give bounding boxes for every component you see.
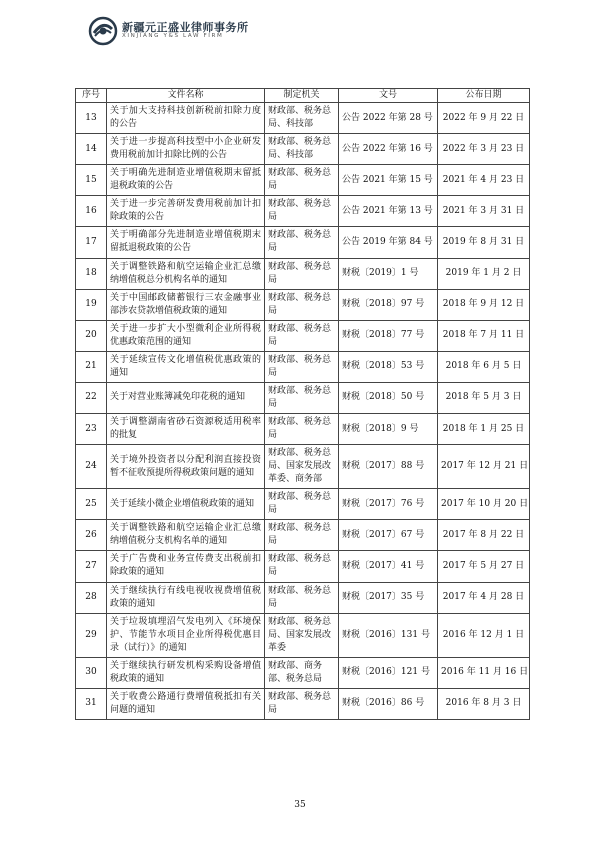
- table-row: [76, 289, 530, 320]
- row-name: 关于调整铁路和航空运输企业汇总缴纳增值税分支机构名单的通知: [107, 520, 265, 551]
- row-name: 关于继续执行研发机构采购设备增值税政策的通知: [107, 657, 265, 688]
- table-row: [76, 489, 530, 520]
- row-no: 24: [76, 445, 107, 489]
- row-agency: 财政部、税务总局、科技部: [265, 134, 339, 165]
- row-no: 16: [76, 196, 107, 227]
- table-row: [76, 320, 530, 351]
- row-no: 30: [76, 657, 107, 688]
- row-agency: 财政部、税务总局: [265, 289, 339, 320]
- row-doc-no: 财税〔2018〕9 号: [339, 413, 438, 444]
- table-row: [76, 413, 530, 444]
- table-row: [76, 351, 530, 382]
- row-no: 20: [76, 320, 107, 351]
- row-name: 关于广告费和业务宣传费支出税前扣除政策的通知: [107, 551, 265, 582]
- row-doc-no: 财税〔2018〕50 号: [339, 382, 438, 413]
- regulation-table: [75, 88, 530, 720]
- row-no: 21: [76, 351, 107, 382]
- table-row: [76, 382, 530, 413]
- row-agency: 财政部、税务总局: [265, 196, 339, 227]
- row-date: 2022 年 3 月 23 日: [438, 134, 530, 165]
- row-date: 2021 年 3 月 31 日: [438, 196, 530, 227]
- table-row: [76, 445, 530, 489]
- row-agency: 财政部、税务总局、国家发展改革委: [265, 613, 339, 657]
- row-doc-no: 公告 2019 年第 84 号: [339, 227, 438, 258]
- table-row: [76, 551, 530, 582]
- table-row: [76, 613, 530, 657]
- header-no: 序号: [76, 89, 107, 103]
- row-no: 27: [76, 551, 107, 582]
- row-date: 2018 年 7 月 11 日: [438, 320, 530, 351]
- row-no: 25: [76, 489, 107, 520]
- row-agency: 财政部、税务总局、国家发展改革委、商务部: [265, 445, 339, 489]
- row-date: 2017 年 12 月 21 日: [438, 445, 530, 489]
- row-no: 14: [76, 134, 107, 165]
- row-name: 关于加大支持科技创新税前扣除力度的公告: [107, 103, 265, 134]
- row-date: 2019 年 1 月 2 日: [438, 258, 530, 289]
- table-row: [76, 227, 530, 258]
- row-no: 22: [76, 382, 107, 413]
- row-date: 2018 年 9 月 12 日: [438, 289, 530, 320]
- table-row: [76, 258, 530, 289]
- row-agency: 财政部、税务总局: [265, 165, 339, 196]
- table-row: [76, 134, 530, 165]
- table-header-row: [76, 89, 530, 103]
- row-doc-no: 财税〔2017〕67 号: [339, 520, 438, 551]
- row-name: 关于进一步完善研发费用税前加计扣除政策的公告: [107, 196, 265, 227]
- row-name: 关于进一步扩大小型微利企业所得税优惠政策范围的通知: [107, 320, 265, 351]
- row-doc-no: 公告 2021 年第 13 号: [339, 196, 438, 227]
- table-row: [76, 520, 530, 551]
- header-agency: 制定机关: [265, 89, 339, 103]
- row-name: 关于收费公路通行费增值税抵扣有关问题的通知: [107, 688, 265, 719]
- row-agency: 财政部、税务总局: [265, 489, 339, 520]
- row-date: 2017 年 4 月 28 日: [438, 582, 530, 613]
- row-doc-no: 财税〔2016〕131 号: [339, 613, 438, 657]
- row-agency: 财政部、税务总局: [265, 382, 339, 413]
- row-doc-no: 财税〔2018〕77 号: [339, 320, 438, 351]
- table-row: [76, 582, 530, 613]
- row-doc-no: 公告 2022 年第 28 号: [339, 103, 438, 134]
- row-agency: 财政部、税务总局、科技部: [265, 103, 339, 134]
- row-name: 关于继续执行有线电视收视费增值税政策的通知: [107, 582, 265, 613]
- firm-name-cn: 新疆元正盛业律师事务所: [122, 21, 249, 34]
- row-doc-no: 财税〔2018〕53 号: [339, 351, 438, 382]
- row-no: 19: [76, 289, 107, 320]
- row-no: 28: [76, 582, 107, 613]
- row-name: 关于明确部分先进制造业增值税期末留抵退税政策的公告: [107, 227, 265, 258]
- table-row: [76, 196, 530, 227]
- row-name: 关于进一步提高科技型中小企业研发费用税前加计扣除比例的公告: [107, 134, 265, 165]
- row-doc-no: 公告 2021 年第 15 号: [339, 165, 438, 196]
- row-date: 2022 年 9 月 22 日: [438, 103, 530, 134]
- row-name: 关于延续宣传文化增值税优惠政策的通知: [107, 351, 265, 382]
- page-number: 35: [294, 800, 306, 810]
- row-date: 2017 年 8 月 22 日: [438, 520, 530, 551]
- row-name: 关于对营业账簿减免印花税的通知: [107, 382, 265, 413]
- row-agency: 财政部、税务总局: [265, 551, 339, 582]
- row-date: 2016 年 11 月 16 日: [438, 657, 530, 688]
- row-agency: 财政部、税务总局: [265, 582, 339, 613]
- row-date: 2016 年 8 月 3 日: [438, 688, 530, 719]
- row-date: 2018 年 6 月 5 日: [438, 351, 530, 382]
- row-name: 关于调整湖南省砂石资源税适用税率的批复: [107, 413, 265, 444]
- row-doc-no: 财税〔2016〕86 号: [339, 688, 438, 719]
- row-doc-no: 财税〔2017〕88 号: [339, 445, 438, 489]
- row-name: 关于明确先进制造业增值税期末留抵退税政策的公告: [107, 165, 265, 196]
- row-doc-no: 财税〔2018〕97 号: [339, 289, 438, 320]
- row-date: 2017 年 5 月 27 日: [438, 551, 530, 582]
- header-date: 公布日期: [438, 89, 530, 103]
- row-no: 29: [76, 613, 107, 657]
- row-no: 13: [76, 103, 107, 134]
- table-row: [76, 688, 530, 719]
- row-agency: 财政部、税务总局: [265, 413, 339, 444]
- header-name: 文件名称: [107, 89, 265, 103]
- header-doc-no: 文号: [339, 89, 438, 103]
- row-doc-no: 财税〔2017〕41 号: [339, 551, 438, 582]
- row-date: 2019 年 8 月 31 日: [438, 227, 530, 258]
- row-date: 2018 年 1 月 25 日: [438, 413, 530, 444]
- row-agency: 财政部、商务部、税务总局: [265, 657, 339, 688]
- row-name: 关于延续小微企业增值税政策的通知: [107, 489, 265, 520]
- row-name: 关于中国邮政储蓄银行三农金融事业部涉农贷款增值税政策的通知: [107, 289, 265, 320]
- row-doc-no: 财税〔2016〕121 号: [339, 657, 438, 688]
- table-row: [76, 657, 530, 688]
- row-doc-no: 公告 2022 年第 16 号: [339, 134, 438, 165]
- table-row: [76, 103, 530, 134]
- row-doc-no: 财税〔2017〕35 号: [339, 582, 438, 613]
- row-agency: 财政部、税务总局: [265, 688, 339, 719]
- row-no: 18: [76, 258, 107, 289]
- row-no: 17: [76, 227, 107, 258]
- row-doc-no: 财税〔2019〕1 号: [339, 258, 438, 289]
- row-agency: 财政部、税务总局: [265, 520, 339, 551]
- row-no: 15: [76, 165, 107, 196]
- firm-logo-icon: [88, 16, 118, 46]
- firm-name-en: XINJIANG Y&S LAW FIRM: [122, 33, 224, 39]
- row-agency: 财政部、税务总局: [265, 320, 339, 351]
- row-name: 关于垃圾填埋沼气发电列入《环境保护、节能节水项目企业所得税优惠目录（试行）》的通知: [107, 613, 265, 657]
- firm-logo: [88, 16, 328, 46]
- table-row: [76, 165, 530, 196]
- row-agency: 财政部、税务总局: [265, 227, 339, 258]
- row-agency: 财政部、税务总局: [265, 258, 339, 289]
- row-doc-no: 财税〔2017〕76 号: [339, 489, 438, 520]
- row-date: 2018 年 5 月 3 日: [438, 382, 530, 413]
- row-no: 23: [76, 413, 107, 444]
- row-date: 2017 年 10 月 20 日: [438, 489, 530, 520]
- row-name: 关于境外投资者以分配利润直接投资暂不征收预提所得税政策问题的通知: [107, 445, 265, 489]
- row-no: 31: [76, 688, 107, 719]
- row-name: 关于调整铁路和航空运输企业汇总缴纳增值税总分机构名单的通知: [107, 258, 265, 289]
- row-date: 2016 年 12 月 1 日: [438, 613, 530, 657]
- row-agency: 财政部、税务总局: [265, 351, 339, 382]
- row-no: 26: [76, 520, 107, 551]
- row-date: 2021 年 4 月 23 日: [438, 165, 530, 196]
